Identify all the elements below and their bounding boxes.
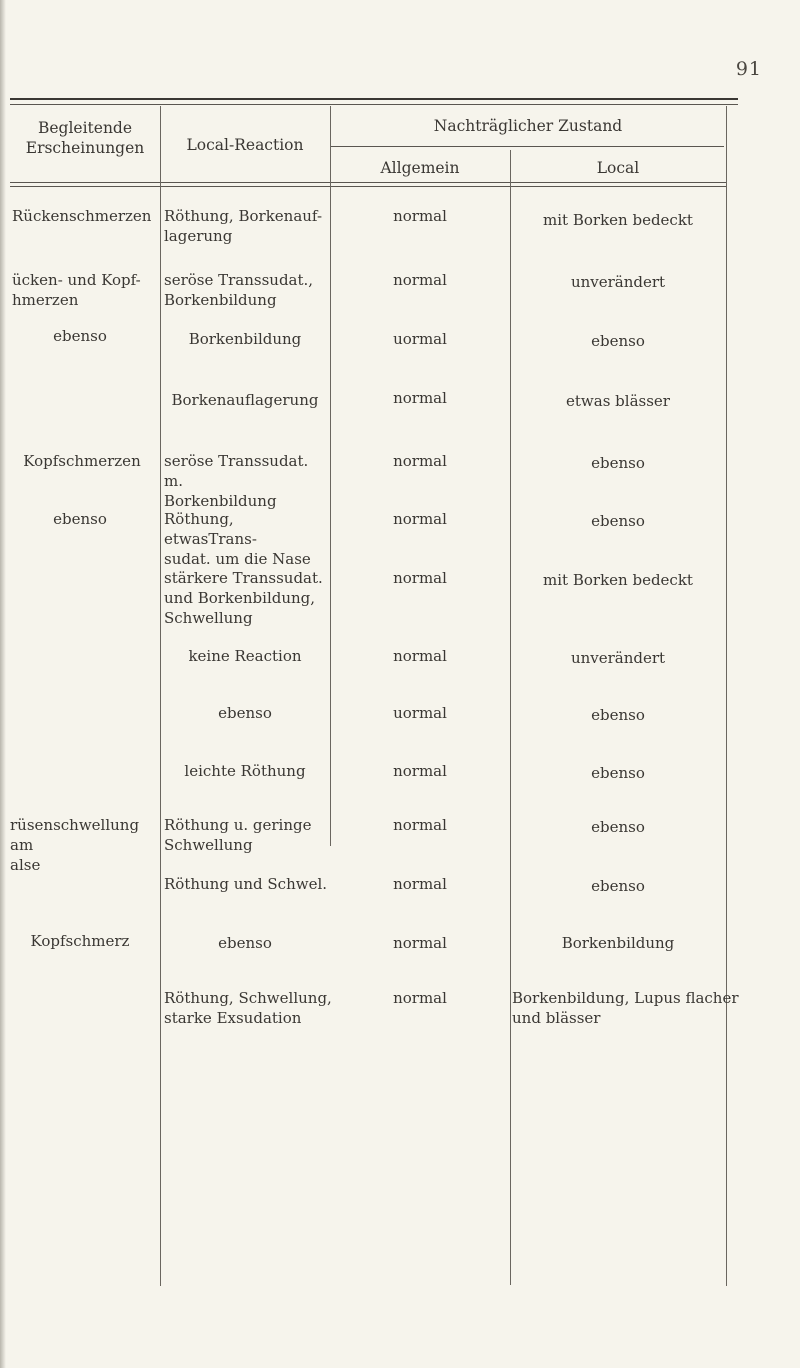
header-bottom-rule-double bbox=[10, 186, 726, 187]
cell-local-reaction: Röthung, etwasTrans- sudat. um die Nase bbox=[164, 510, 311, 568]
cell-local: mit Borken bedeckt bbox=[543, 211, 693, 229]
cell-begleitende: ücken- und Kopf- hmerzen bbox=[12, 271, 141, 309]
cell-local: Borkenbildung bbox=[561, 934, 675, 952]
cell-local-reaction: Röthung, Borkenauf- lagerung bbox=[164, 207, 323, 245]
table-top-rule bbox=[10, 98, 738, 100]
cell-local-reaction: Borkenbildung bbox=[188, 330, 302, 348]
cell-allgemein: uormal bbox=[393, 704, 447, 722]
header-allgemein: Allgemein bbox=[380, 159, 460, 177]
cell-allgemein: normal bbox=[393, 875, 447, 893]
cell-allgemein: normal bbox=[393, 762, 447, 780]
cell-local: ebenso bbox=[591, 706, 645, 724]
table-top-rule-thin bbox=[10, 104, 738, 105]
cell-allgemein: normal bbox=[393, 271, 447, 289]
cell-allgemein: normal bbox=[393, 647, 447, 665]
cell-begleitende: rüsenschwellung am alse bbox=[10, 816, 140, 874]
cell-local: unverändert bbox=[570, 649, 666, 667]
header-bottom-rule bbox=[10, 182, 726, 183]
cell-local-reaction: seröse Transsudat., Borkenbildung bbox=[164, 271, 314, 309]
subheader-rule bbox=[330, 146, 724, 147]
cell-local-reaction: stärkere Transsudat. und Borkenbildung, Schwellung bbox=[164, 569, 323, 627]
page-edge-shadow bbox=[0, 0, 6, 1368]
cell-local-reaction: seröse Transsudat. m. Borkenbildung bbox=[164, 452, 309, 510]
header-local: Local bbox=[596, 159, 640, 177]
cell-allgemein: normal bbox=[393, 389, 447, 407]
cell-local-reaction: Röthung u. geringe Schwellung bbox=[164, 816, 312, 854]
column-divider-right bbox=[726, 106, 727, 1286]
cell-local: ebenso bbox=[591, 454, 645, 472]
cell-begleitende: ebenso bbox=[53, 327, 107, 345]
cell-allgemein: normal bbox=[393, 452, 447, 470]
cell-begleitende: ebenso bbox=[53, 510, 107, 528]
cell-begleitende: Rückenschmerzen bbox=[12, 207, 152, 225]
cell-local-reaction: Röthung, Schwellung, starke Exsudation bbox=[164, 989, 332, 1027]
cell-local: ebenso bbox=[591, 818, 645, 836]
cell-begleitende: Kopfschmerzen bbox=[23, 452, 141, 470]
cell-local-reaction: Borkenauflagerung bbox=[171, 391, 319, 409]
cell-allgemein: normal bbox=[393, 569, 447, 587]
cell-local: ebenso bbox=[591, 877, 645, 895]
cell-local-reaction: Röthung und Schwel. bbox=[164, 875, 328, 893]
cell-local: ebenso bbox=[591, 512, 645, 530]
header-local-reaction: Local-Reaction bbox=[186, 136, 304, 154]
cell-local-reaction: keine Reaction bbox=[188, 647, 302, 665]
header-nachtraeglicher-zustand: Nachträglicher Zustand bbox=[433, 117, 623, 135]
cell-allgemein: normal bbox=[393, 934, 447, 952]
page-number: 91 bbox=[735, 58, 762, 80]
cell-local: unverändert bbox=[570, 273, 666, 291]
cell-allgemein: normal bbox=[393, 816, 447, 834]
cell-allgemein: uormal bbox=[393, 330, 447, 348]
cell-local: ebenso bbox=[591, 332, 645, 350]
header-begleitende-erscheinungen: Begleitende Erscheinungen bbox=[25, 119, 145, 157]
cell-local-reaction: ebenso bbox=[218, 704, 272, 722]
cell-allgemein: normal bbox=[393, 989, 447, 1007]
column-divider-1 bbox=[160, 106, 161, 1286]
cell-local: mit Borken bedeckt bbox=[543, 571, 693, 589]
cell-allgemein: normal bbox=[393, 207, 447, 225]
cell-local: ebenso bbox=[591, 764, 645, 782]
cell-local: Borkenbildung, Lupus flacher und blässer bbox=[512, 989, 739, 1027]
cell-allgemein: normal bbox=[393, 510, 447, 528]
cell-local-reaction: ebenso bbox=[218, 934, 272, 952]
cell-local-reaction: leichte Röthung bbox=[184, 762, 306, 780]
cell-begleitende: Kopfschmerz bbox=[30, 932, 130, 950]
cell-local: etwas blässer bbox=[566, 392, 670, 410]
